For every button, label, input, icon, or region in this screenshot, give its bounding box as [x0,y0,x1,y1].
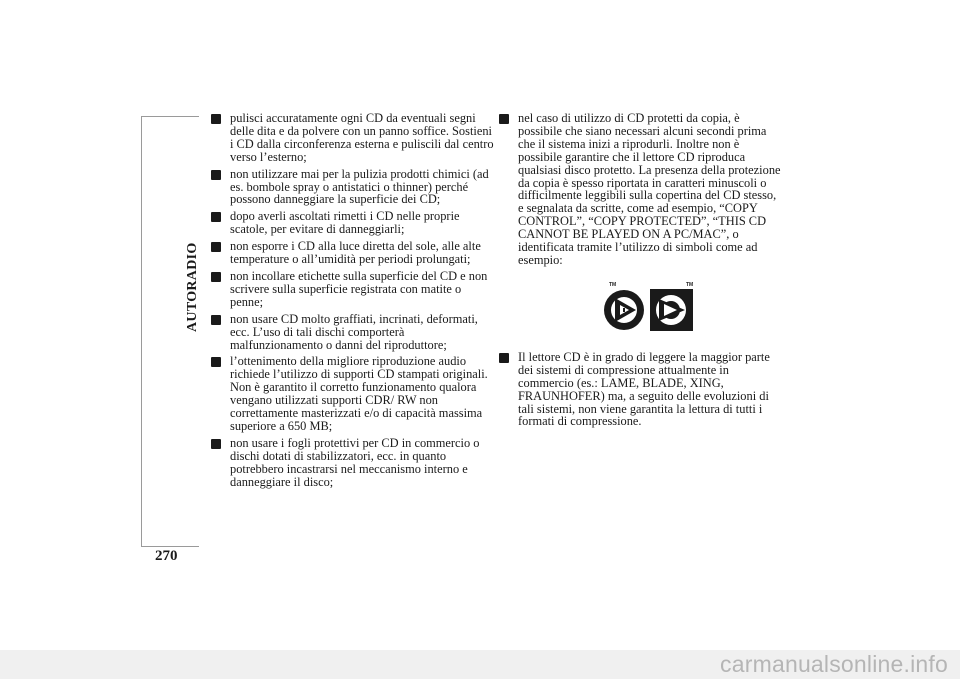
list-item-text: pulisci accuratamente ogni CD da eventuali segni delle dita e da polvere con un panno soffice. Sostieni i CD dalla circonferenza esterna e puliscili dal centro verso l’esterno; [230,111,494,164]
list-item-text: non utilizzare mai per la pulizia prodotti chimici (ad es. bombole spray o antistatici o thinner) perché possono danneggiare la superficie dei CD; [230,166,489,207]
page-frame-bottom [141,546,199,547]
list-item [494,351,784,428]
copy-protection-logos [602,281,784,333]
bullet-square-icon [499,353,509,363]
list-item [206,270,496,309]
bullet-square-icon [211,315,221,325]
watermark-text: carmanualsonline.info [720,651,948,677]
section-side-label: AUTORADIO [185,242,200,332]
list-item [206,168,496,207]
bullet-square-icon [211,114,221,124]
list-item-text: non usare CD molto graffiati, incrinati, deformati, ecc. L’uso di tali dischi comporterà malfunzionamento o danni del riproduttore; [230,311,478,352]
page-number: 270 [155,548,178,564]
copy-control-logo-circle-icon [602,281,647,331]
right-bullet-list-2 [494,351,784,428]
left-column [206,112,496,492]
list-item-text: non esporre i CD alla luce diretta del sole, alle alte temperature o all’umidità per periodi prolungati; [230,239,481,267]
page-frame-top [141,116,199,117]
left-bullet-list [206,112,496,488]
list-item [206,313,496,352]
list-item [206,112,496,164]
list-item-text: Il lettore CD è in grado di leggere la maggior parte dei sistemi di compressione attualmente in commercio (es.: LAME, BLADE, XING, FRAUNHOFER) ma, a seguito delle evoluzioni di tali sistemi, non viene garantita la lettura di tutti i formati di compressione. [518,349,770,429]
list-item-text: non incollare etichette sulla superficie del CD e non scrivere sulla superficie registrata con matite o penne; [230,268,488,309]
page-frame-line [141,116,142,547]
copy-control-logo-square-icon [649,281,694,331]
bullet-square-icon [211,272,221,282]
list-item [494,112,784,267]
watermark-band [0,650,960,679]
list-item [206,437,496,489]
bullet-square-icon [211,242,221,252]
list-item [206,210,496,236]
list-item-text: non usare i fogli protettivi per CD in commercio o dischi dotati di stabilizzatori, ecc. in quanto potrebbero incastrarsi nel meccanismo interno e danneggiare il disco; [230,435,480,489]
list-item-text: dopo averli ascoltati rimetti i CD nelle proprie scatole, per evitare di danneggiarli; [230,209,460,237]
right-bullet-list [494,112,784,267]
bullet-square-icon [211,170,221,180]
list-item-text: nel caso di utilizzo di CD protetti da copia, è possibile che siano necessari alcuni secondi prima che il sistema inizi a riprodurli. Inoltre non è possibile garantire che il lettore CD riproduca qualsiasi disco protetto. La presenza della protezione da copia è spesso riportata in caratteri minuscoli o difficilmente leggibili sulla copertina del CD stesso, e segnalata da scritte, come ad esempio, “COPY CONTROL”, “COPY PROTECTED”, “THIS CD CANNOT BE PLAYED ON A PC/MAC”, o identificata tramite l’utilizzo di simboli come ad esempio: [518,111,781,267]
trademark-mark: TM [609,281,617,288]
trademark-mark: TM [686,281,694,288]
list-item-text: l’ottenimento della migliore riproduzione audio richiede l’utilizzo di supporti CD stampati originali. Non è garantito il corretto funzionamento qualora vengano utilizzati supporti CDR/ RW non correttamente masterizzati e/o di capacità massima superiore a 650 MB; [230,354,488,433]
list-item [206,355,496,432]
right-column [494,112,784,432]
list-item [206,240,496,266]
bullet-square-icon [211,357,221,367]
bullet-square-icon [499,114,509,124]
bullet-square-icon [211,212,221,222]
bullet-square-icon [211,439,221,449]
